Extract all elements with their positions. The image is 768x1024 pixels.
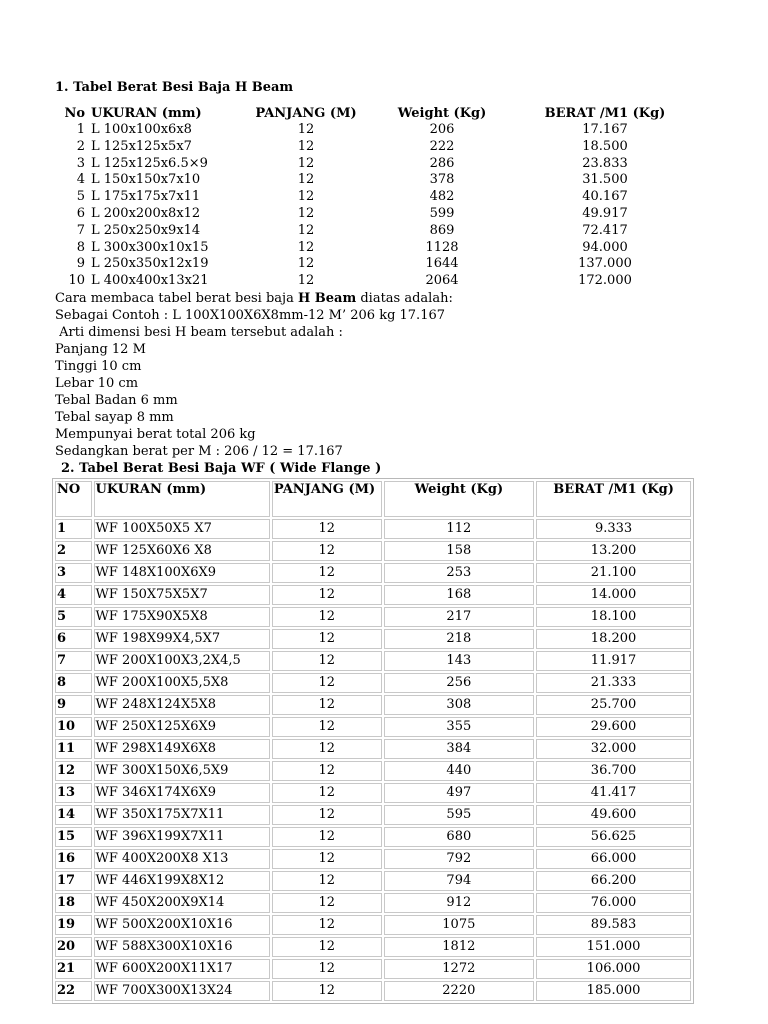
cell-no: 11 (55, 739, 92, 759)
cell-ukuran: L 125x125x6.5×9 (91, 155, 208, 171)
cell-ukuran: L 400x400x13x21 (91, 273, 209, 289)
cell-berat: 172.000 (578, 273, 632, 289)
cell-panjang: 12 (297, 189, 315, 205)
cell-ukuran: L 300x300x10x15 (91, 239, 209, 255)
table-row (55, 673, 691, 693)
cell-berat: 49.917 (582, 205, 628, 221)
cell-weight: 112 (384, 519, 535, 539)
cell-berat: 31.500 (582, 172, 628, 188)
table-row (55, 981, 691, 1001)
cell-ukuran: L 250x250x9x14 (91, 222, 201, 238)
cell-ukuran: WF 700X300X13X24 (94, 981, 270, 1001)
cell-weight: 680 (384, 827, 535, 847)
header-berat: BERAT /M1 (Kg) (544, 106, 666, 121)
cell-berat: 14.000 (536, 585, 691, 605)
cell-no: 3 (76, 155, 85, 171)
note-line: Tinggi 10 cm (55, 358, 142, 374)
table-row (57, 122, 693, 139)
reading-notes (55, 290, 715, 460)
cell-no: 16 (55, 849, 92, 869)
cell-no: 3 (55, 563, 92, 583)
note-line: Lebar 10 cm (55, 375, 139, 391)
cell-ukuran: WF 396X199X7X11 (94, 827, 270, 847)
cell-weight: 286 (429, 155, 455, 171)
table-row (57, 189, 693, 206)
cell-ukuran: WF 150X75X5X7 (94, 585, 270, 605)
cell-panjang: 12 (272, 915, 382, 935)
cell-panjang: 12 (272, 827, 382, 847)
table-row (57, 223, 693, 240)
cell-ukuran: WF 125X60X6 X8 (94, 541, 270, 561)
cell-ukuran: WF 198X99X4,5X7 (94, 629, 270, 649)
note-line: Panjang 12 M (55, 341, 146, 357)
cell-panjang: 12 (297, 222, 315, 238)
read-bold: H Beam (297, 290, 357, 306)
cell-no: 15 (55, 827, 92, 847)
table-row (57, 156, 693, 173)
cell-panjang: 12 (272, 739, 382, 759)
cell-no: 6 (76, 205, 85, 221)
cell-berat: 18.100 (536, 607, 691, 627)
cell-ukuran: L 150x150x7x10 (91, 172, 201, 188)
cell-weight: 222 (429, 138, 455, 154)
cell-panjang: 12 (297, 172, 315, 188)
header-no: NO (55, 481, 92, 517)
note-line: Sedangkan berat per M : 206 / 12 = 17.167 (55, 443, 343, 459)
table-row (57, 273, 693, 290)
cell-ukuran: WF 298X149X6X8 (94, 739, 270, 759)
cell-weight: 384 (384, 739, 535, 759)
cell-no: 5 (55, 607, 92, 627)
table-row (55, 585, 691, 605)
note-line: Tebal sayap 8 mm (55, 409, 174, 425)
cell-berat: 18.200 (536, 629, 691, 649)
cell-weight: 308 (384, 695, 535, 715)
cell-ukuran: WF 200X100X5,5X8 (94, 673, 270, 693)
example-line: Sebagai Contoh : L 100X100X6X8mm-12 M’ 206 kg 17.167 (55, 307, 446, 323)
cell-berat: 36.700 (536, 761, 691, 781)
cell-berat: 72.417 (582, 222, 628, 238)
cell-berat: 21.100 (536, 563, 691, 583)
cell-panjang: 12 (272, 937, 382, 957)
table-row (55, 563, 691, 583)
cell-berat: 137.000 (578, 256, 632, 272)
cell-panjang: 12 (272, 607, 382, 627)
cell-panjang: 12 (297, 122, 315, 137)
read-prefix: Cara membaca tabel berat besi baja (55, 290, 298, 306)
cell-ukuran: L 125x125x5x7 (91, 138, 192, 154)
cell-weight: 440 (384, 761, 535, 781)
cell-berat: 11.917 (536, 651, 691, 671)
table-row (57, 139, 693, 156)
cell-no: 8 (55, 673, 92, 693)
cell-panjang: 12 (272, 563, 382, 583)
cell-panjang: 12 (297, 205, 315, 221)
table-row (57, 256, 693, 273)
cell-no: 12 (55, 761, 92, 781)
table-row (57, 240, 693, 257)
document-page (55, 80, 715, 1004)
cell-weight: 168 (384, 585, 535, 605)
table-row (55, 783, 691, 803)
cell-panjang: 12 (272, 805, 382, 825)
cell-berat: 9.333 (536, 519, 691, 539)
header-ukuran: UKURAN (mm) (94, 481, 270, 517)
table-row (55, 871, 691, 891)
note-line: Tebal Badan 6 mm (55, 392, 178, 408)
cell-weight: 1812 (384, 937, 535, 957)
cell-no: 20 (55, 937, 92, 957)
cell-berat: 49.600 (536, 805, 691, 825)
cell-berat: 66.000 (536, 849, 691, 869)
cell-ukuran: L 250x350x12x19 (91, 256, 209, 272)
cell-weight: 869 (429, 222, 455, 238)
table-row (55, 651, 691, 671)
table-row (57, 172, 693, 189)
cell-no: 19 (55, 915, 92, 935)
table-row (55, 893, 691, 913)
cell-ukuran: WF 446X199X8X12 (94, 871, 270, 891)
cell-panjang: 12 (272, 981, 382, 1001)
cell-no: 8 (76, 239, 85, 255)
cell-panjang: 12 (297, 138, 315, 154)
cell-weight: 206 (429, 122, 455, 137)
cell-weight: 218 (384, 629, 535, 649)
cell-ukuran: WF 148X100X6X9 (94, 563, 270, 583)
table-row (55, 607, 691, 627)
cell-no: 18 (55, 893, 92, 913)
cell-weight: 792 (384, 849, 535, 869)
cell-ukuran: WF 600X200X11X17 (94, 959, 270, 979)
cell-no: 6 (55, 629, 92, 649)
cell-ukuran: WF 175X90X5X8 (94, 607, 270, 627)
cell-no: 22 (55, 981, 92, 1001)
cell-panjang: 12 (272, 849, 382, 869)
cell-ukuran: WF 400X200X8 X13 (94, 849, 270, 869)
cell-no: 5 (76, 189, 85, 205)
cell-panjang: 12 (272, 541, 382, 561)
cell-panjang: 12 (272, 717, 382, 737)
cell-no: 4 (55, 585, 92, 605)
table-header-row (55, 481, 691, 517)
cell-weight: 1272 (384, 959, 535, 979)
cell-berat: 56.625 (536, 827, 691, 847)
cell-weight: 355 (384, 717, 535, 737)
cell-ukuran: WF 250X125X6X9 (94, 717, 270, 737)
table-row (55, 519, 691, 539)
cell-no: 10 (68, 273, 85, 289)
table-row (55, 827, 691, 847)
header-panjang: PANJANG (M) (255, 106, 357, 121)
header-weight: Weight (Kg) (397, 106, 487, 121)
cell-ukuran: WF 588X300X10X16 (94, 937, 270, 957)
header-berat: BERAT /M1 (Kg) (536, 481, 691, 517)
cell-weight: 1644 (425, 256, 459, 272)
table-header-row (57, 105, 693, 122)
header-ukuran: UKURAN (mm) (91, 106, 202, 121)
cell-no: 21 (55, 959, 92, 979)
cell-panjang: 12 (272, 673, 382, 693)
cell-berat: 25.700 (536, 695, 691, 715)
cell-berat: 32.000 (536, 739, 691, 759)
cell-berat: 17.167 (582, 122, 628, 137)
h-beam-table (57, 105, 693, 290)
table-row (55, 695, 691, 715)
cell-berat: 18.500 (582, 138, 628, 154)
cell-ukuran: L 200x200x8x12 (91, 205, 201, 221)
cell-no: 17 (55, 871, 92, 891)
cell-ukuran: WF 346X174X6X9 (94, 783, 270, 803)
read-suffix: diatas adalah: (356, 290, 453, 306)
cell-berat: 23.833 (582, 155, 628, 171)
cell-weight: 256 (384, 673, 535, 693)
header-weight: Weight (Kg) (384, 481, 535, 517)
cell-weight: 2064 (425, 273, 459, 289)
cell-ukuran: WF 200X100X3,2X4,5 (94, 651, 270, 671)
cell-weight: 253 (384, 563, 535, 583)
cell-no: 4 (76, 172, 85, 188)
header-no: No (64, 106, 85, 121)
cell-panjang: 12 (272, 629, 382, 649)
cell-weight: 599 (429, 205, 455, 221)
table-row (55, 959, 691, 979)
table-row (55, 849, 691, 869)
cell-weight: 143 (384, 651, 535, 671)
cell-ukuran: L 100x100x6x8 (91, 122, 192, 137)
cell-panjang: 12 (272, 893, 382, 913)
table-row (55, 761, 691, 781)
wf-table (52, 478, 694, 1004)
table-row (55, 937, 691, 957)
cell-weight: 217 (384, 607, 535, 627)
cell-panjang: 12 (272, 959, 382, 979)
cell-ukuran: WF 350X175X7X11 (94, 805, 270, 825)
cell-weight: 378 (429, 172, 455, 188)
cell-ukuran: WF 500X200X10X16 (94, 915, 270, 935)
cell-no: 14 (55, 805, 92, 825)
header-panjang: PANJANG (M) (272, 481, 382, 517)
cell-berat: 94.000 (582, 239, 628, 255)
cell-berat: 76.000 (536, 893, 691, 913)
cell-weight: 482 (429, 189, 455, 205)
cell-no: 1 (76, 122, 85, 137)
cell-ukuran: WF 450X200X9X14 (94, 893, 270, 913)
cell-ukuran: L 175x175x7x11 (91, 189, 201, 205)
cell-berat: 89.583 (536, 915, 691, 935)
cell-panjang: 12 (272, 761, 382, 781)
cell-no: 13 (55, 783, 92, 803)
cell-no: 9 (55, 695, 92, 715)
cell-weight: 497 (384, 783, 535, 803)
cell-panjang: 12 (297, 239, 315, 255)
table-row (55, 739, 691, 759)
cell-panjang: 12 (272, 585, 382, 605)
cell-ukuran: WF 100X50X5 X7 (94, 519, 270, 539)
table-row (55, 915, 691, 935)
cell-weight: 2220 (384, 981, 535, 1001)
cell-no: 7 (76, 222, 85, 238)
cell-weight: 912 (384, 893, 535, 913)
table-row (55, 805, 691, 825)
cell-weight: 595 (384, 805, 535, 825)
cell-ukuran: WF 300X150X6,5X9 (94, 761, 270, 781)
cell-berat: 151.000 (536, 937, 691, 957)
meaning-line: Arti dimensi besi H beam tersebut adalah : (55, 324, 343, 340)
cell-panjang: 12 (297, 273, 315, 289)
cell-panjang: 12 (272, 651, 382, 671)
cell-berat: 41.417 (536, 783, 691, 803)
cell-no: 1 (55, 519, 92, 539)
section1-title: 1. Tabel Berat Besi Baja H Beam (55, 80, 294, 95)
table-row (55, 541, 691, 561)
cell-no: 2 (55, 541, 92, 561)
cell-panjang: 12 (272, 519, 382, 539)
cell-ukuran: WF 248X124X5X8 (94, 695, 270, 715)
cell-weight: 1128 (425, 239, 459, 255)
cell-berat: 13.200 (536, 541, 691, 561)
cell-panjang: 12 (272, 871, 382, 891)
cell-weight: 1075 (384, 915, 535, 935)
cell-berat: 40.167 (582, 189, 628, 205)
cell-berat: 185.000 (536, 981, 691, 1001)
table-row (57, 206, 693, 223)
cell-no: 2 (76, 138, 85, 154)
cell-no: 9 (76, 256, 85, 272)
section2-title: 2. Tabel Berat Besi Baja WF ( Wide Flange ) (61, 460, 382, 476)
cell-no: 7 (55, 651, 92, 671)
cell-panjang: 12 (272, 783, 382, 803)
cell-no: 10 (55, 717, 92, 737)
note-line: Mempunyai berat total 206 kg (55, 426, 256, 442)
cell-berat: 29.600 (536, 717, 691, 737)
cell-panjang: 12 (297, 256, 315, 272)
read-instruction (55, 290, 715, 307)
cell-weight: 794 (384, 871, 535, 891)
cell-berat: 106.000 (536, 959, 691, 979)
cell-panjang: 12 (297, 155, 315, 171)
cell-weight: 158 (384, 541, 535, 561)
cell-berat: 21.333 (536, 673, 691, 693)
cell-panjang: 12 (272, 695, 382, 715)
table-row (55, 629, 691, 649)
table-row (55, 717, 691, 737)
cell-berat: 66.200 (536, 871, 691, 891)
